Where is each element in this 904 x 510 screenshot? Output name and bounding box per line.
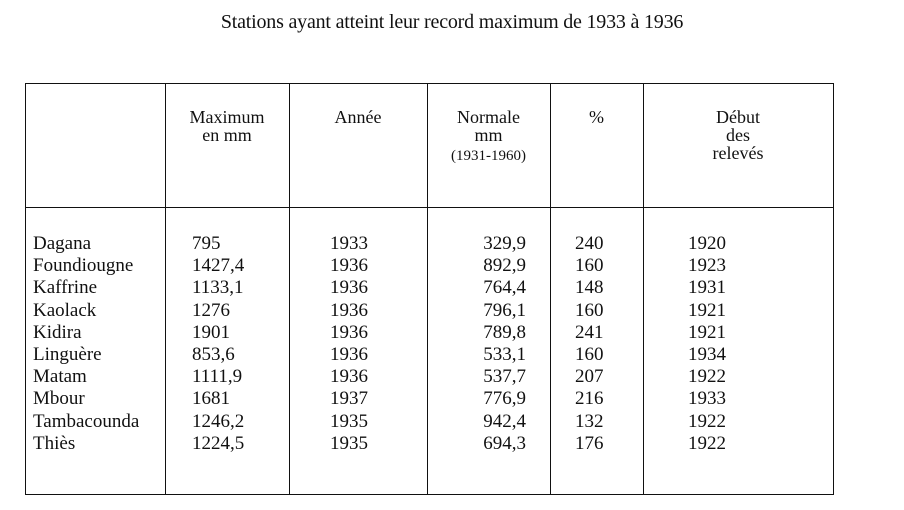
header-annee: Année [334, 107, 382, 127]
cell-debut: 1933 [688, 388, 726, 410]
header-debut-line3: relevés [712, 143, 764, 163]
cell-station: Dagana [33, 233, 92, 254]
header-debut-line2: des [726, 125, 750, 145]
cell-normale: 533,1 [483, 344, 526, 366]
data-table [25, 83, 834, 495]
cell-normale: 694,3 [483, 432, 526, 454]
column-divider [165, 84, 166, 494]
cell-pct: 160 [575, 299, 604, 321]
column-divider [550, 84, 551, 494]
column-divider [289, 84, 290, 494]
cell-pct: 132 [575, 410, 604, 432]
cell-annee: 1937 [330, 388, 368, 410]
cell-maximum: 1111,9 [192, 366, 243, 388]
cell-annee: 1936 [330, 344, 368, 366]
header-maximum [165, 108, 289, 144]
cell-station: Kaffrine [33, 277, 98, 299]
cell-debut: 1922 [688, 432, 726, 454]
cell-maximum: 1246,2 [192, 410, 245, 432]
cell-normale: 796,1 [483, 299, 526, 321]
cell-maximum: 1224,5 [192, 432, 245, 454]
cell-normale: 942,4 [483, 410, 526, 432]
cell-station: Mbour [33, 388, 85, 410]
cell-pct: 160 [575, 255, 604, 277]
cell-debut: 1923 [688, 255, 726, 277]
cell-normale: 789,8 [483, 321, 526, 343]
cell-annee: 1935 [330, 432, 368, 454]
cell-station: Foundiougne [33, 255, 134, 277]
cell-station: Kidira [33, 321, 82, 343]
header-divider [26, 207, 833, 208]
cell-maximum: 853,6 [192, 344, 235, 366]
cell-maximum: 1133,1 [192, 277, 244, 299]
cell-pct: 241 [575, 321, 604, 343]
cell-station: Matam [33, 366, 87, 388]
column-maximum [192, 233, 244, 455]
column-annee [330, 233, 368, 455]
cell-annee: 1936 [330, 321, 368, 343]
cell-pct: 148 [575, 277, 604, 299]
cell-station: Linguère [33, 344, 102, 366]
cell-annee: 1936 [330, 277, 368, 299]
header-maximum-line2: en mm [202, 125, 252, 145]
column-pct [575, 233, 604, 455]
cell-normale: 892,9 [483, 255, 526, 277]
cell-normale: 764,4 [483, 277, 526, 299]
cell-station: Thiès [33, 432, 76, 454]
header-normale-line2: mm [474, 125, 503, 145]
cell-annee: 1936 [330, 255, 368, 277]
cell-debut: 1922 [688, 366, 726, 388]
cell-maximum: 1427,4 [192, 255, 245, 277]
cell-annee: 1933 [330, 233, 368, 254]
cell-normale: 329,9 [483, 233, 526, 254]
cell-annee: 1935 [330, 410, 368, 432]
header-debut-line1: Début [716, 107, 760, 127]
cell-maximum: 795 [192, 233, 221, 254]
header-pct: % [589, 107, 604, 127]
cell-debut: 1921 [688, 321, 726, 343]
cell-debut: 1920 [688, 233, 726, 254]
cell-pct: 176 [575, 432, 604, 454]
page-title: Stations ayant atteint leur record maximum de 1933 à 1936 [220, 11, 684, 33]
cell-debut: 1922 [688, 410, 726, 432]
column-debut [688, 233, 726, 455]
cell-normale: 776,9 [483, 388, 526, 410]
cell-maximum: 1681 [192, 388, 230, 410]
cell-maximum: 1901 [192, 321, 230, 343]
cell-pct: 240 [575, 233, 604, 254]
header-normale [427, 108, 550, 165]
cell-maximum: 1276 [192, 299, 230, 321]
cell-pct: 216 [575, 388, 604, 410]
header-normale-line1: Normale [457, 107, 520, 127]
cell-debut: 1931 [688, 277, 726, 299]
cell-annee: 1936 [330, 299, 368, 321]
header-debut [643, 108, 833, 162]
cell-debut: 1921 [688, 299, 726, 321]
cell-debut: 1934 [688, 344, 726, 366]
cell-station: Tambacounda [33, 410, 140, 432]
cell-station: Kaolack [33, 299, 97, 321]
cell-pct: 160 [575, 344, 604, 366]
column-normale [446, 233, 526, 455]
cell-pct: 207 [575, 366, 604, 388]
cell-annee: 1936 [330, 366, 368, 388]
header-maximum-line1: Maximum [189, 107, 265, 127]
cell-normale: 537,7 [483, 366, 526, 388]
column-station [33, 233, 139, 455]
header-normale-line3: (1931-1960) [451, 148, 526, 164]
